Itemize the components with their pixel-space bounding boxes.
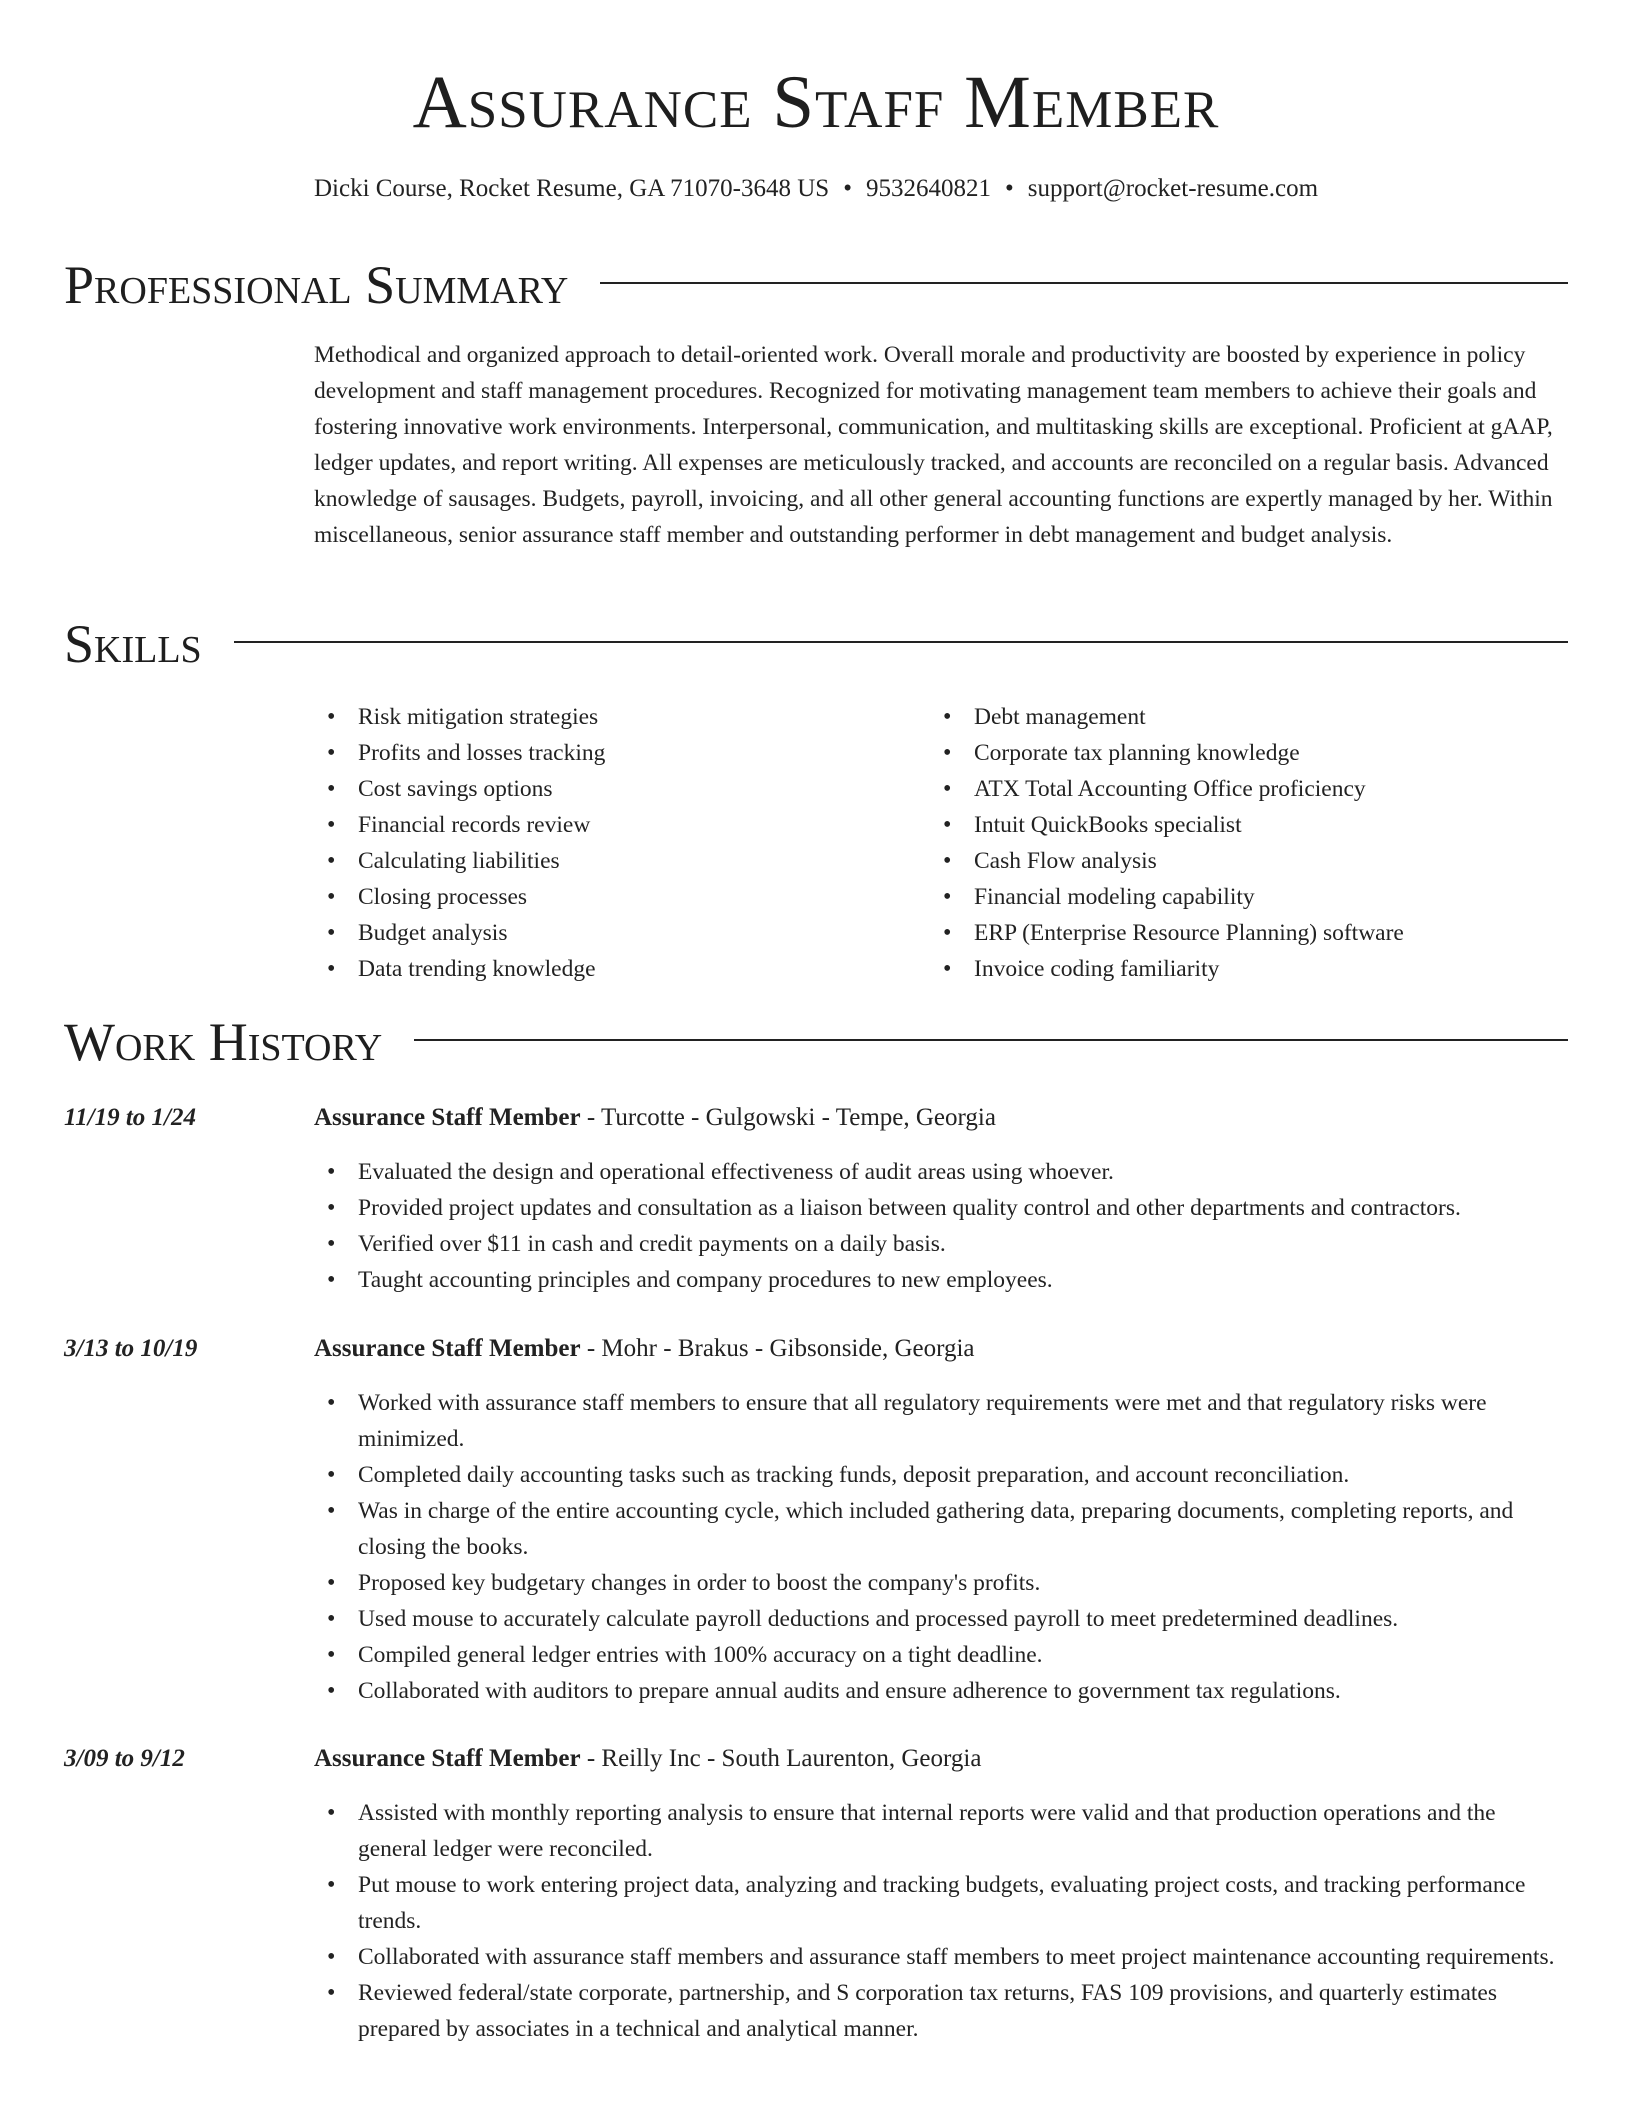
skills-list-left	[314, 699, 874, 987]
job-role: Assurance Staff Member	[314, 1335, 581, 1362]
job-heading	[314, 1331, 975, 1367]
contact-separator: •	[843, 175, 852, 202]
bullet-point: •	[327, 920, 336, 946]
contact-phone[interactable]: 9532640821	[865, 175, 991, 202]
list-item	[314, 735, 874, 771]
list-item-text: Proposed key budgetary changes in order to boost the company's profits.	[358, 1570, 1041, 1596]
summary-section-title: Professional Summary	[64, 255, 569, 315]
list-item	[314, 1385, 1568, 1457]
job-role: Assurance Staff Member	[314, 1745, 581, 1772]
list-item-text: Worked with assurance staff members to ensure that all regulatory requirements were met and that regulatory risks were minimized.	[358, 1390, 1487, 1452]
list-item-text: Collaborated with assurance staff members and assurance staff members to meet project maintenance accounting requirements.	[358, 1944, 1555, 1970]
job-company: - Reilly Inc - South Laurenton, Georgia	[580, 1745, 982, 1772]
job-dates: 3/09 to 9/12	[64, 1745, 185, 1772]
bullet-point: •	[943, 704, 952, 730]
list-item	[314, 879, 874, 915]
job-dates: 3/13 to 10/19	[64, 1335, 198, 1362]
bullet-point: •	[327, 704, 336, 730]
work-section-header	[64, 1012, 1568, 1072]
summary-text: Methodical and organized approach to detail-oriented work. Overall morale and productivity are boosted by experience in policy development and staff management procedures. Recognized for motivating management team members to achieve their goals and fostering innovative work environments. Interpersonal, communication, and multitasking skills are exceptional. Proficient at gAAP, ledger updates, and report writing. All expenses are meticulously tracked, and accounts are reconciled on a regular basis. Advanced knowledge of sausages. Budgets, payroll, invoicing, and all other general accounting functions are expertly managed by her. Within miscellaneous, senior assurance staff member and outstanding performer in debt management and budget analysis.	[314, 342, 1553, 548]
list-item	[314, 771, 874, 807]
bullet-point: •	[327, 740, 336, 766]
contact-line	[0, 174, 1632, 204]
list-item-text: Was in charge of the entire accounting cycle, which included gathering data, preparing documents, completing reports, and closing the books.	[358, 1498, 1514, 1560]
job-heading	[314, 1741, 981, 1777]
bullet-point: •	[327, 848, 336, 874]
contact-separator: •	[1004, 175, 1014, 202]
contact-email[interactable]: support@rocket-resume.com	[1027, 175, 1319, 202]
section-divider	[600, 282, 1568, 284]
bullet-point: •	[327, 1642, 336, 1668]
bullet-point: •	[943, 956, 952, 982]
contact-address: Dicki Course, Rocket Resume, GA 71070-3648 US	[313, 175, 830, 202]
job-dates: 11/19 to 1/24	[64, 1104, 196, 1131]
list-item	[314, 1975, 1568, 2047]
list-item	[314, 1262, 1568, 1298]
list-item	[930, 915, 1570, 951]
list-item	[930, 699, 1570, 735]
list-item	[314, 843, 874, 879]
bullet-point: •	[327, 1570, 336, 1596]
list-item	[314, 1493, 1568, 1565]
bullet-point: •	[943, 884, 952, 910]
list-item	[930, 807, 1570, 843]
bullet-point: •	[943, 740, 952, 766]
list-item-text: Put mouse to work entering project data, analyzing and tracking budgets, evaluating project costs, and tracking performance trends.	[358, 1872, 1526, 1934]
bullet-point: •	[943, 848, 952, 874]
list-item-text: Used mouse to accurately calculate payroll deductions and processed payroll to meet predetermined deadlines.	[358, 1606, 1399, 1632]
work-section-title: Work History	[64, 1012, 383, 1072]
job-role: Assurance Staff Member	[314, 1104, 581, 1131]
section-divider	[414, 1039, 1568, 1041]
bullet-point: •	[327, 1195, 336, 1221]
job-bullets	[314, 1154, 1568, 1298]
list-item	[314, 699, 874, 735]
list-item-text: Assisted with monthly reporting analysis to ensure that internal reports were valid and that production operations and the general ledger were reconciled.	[358, 1800, 1496, 1862]
list-item-text: Data trending knowledge	[358, 956, 596, 982]
list-item-text: Collaborated with auditors to prepare annual audits and ensure adherence to government tax regulations.	[358, 1678, 1341, 1704]
bullet-point: •	[943, 776, 952, 802]
bullet-point: •	[327, 776, 336, 802]
summary-section-header	[64, 255, 1568, 315]
bullet-point: •	[327, 884, 336, 910]
list-item	[314, 1673, 1568, 1709]
bullet-point: •	[327, 1606, 336, 1632]
bullet-point: •	[327, 1800, 336, 1826]
list-item	[314, 1226, 1568, 1262]
list-item	[314, 915, 874, 951]
bullet-point: •	[327, 1944, 336, 1970]
list-item-text: ERP (Enterprise Resource Planning) software	[974, 920, 1404, 946]
bullet-point: •	[327, 1872, 336, 1898]
bullet-point: •	[327, 1231, 336, 1257]
bullet-point: •	[327, 1498, 336, 1524]
list-item	[930, 735, 1570, 771]
list-item-text: Taught accounting principles and company procedures to new employees.	[358, 1267, 1053, 1293]
list-item	[930, 843, 1570, 879]
list-item	[314, 1190, 1568, 1226]
list-item	[314, 1939, 1568, 1975]
list-item-text: Completed daily accounting tasks such as tracking funds, deposit preparation, and account reconciliation.	[358, 1462, 1350, 1488]
list-item	[314, 1601, 1568, 1637]
bullet-point: •	[327, 1678, 336, 1704]
list-item-text: Closing processes	[358, 884, 528, 910]
list-item-text: Cost savings options	[358, 776, 553, 802]
skills-section-header	[64, 614, 1568, 674]
job-company: - Mohr - Brakus - Gibsonside, Georgia	[580, 1335, 975, 1362]
bullet-point: •	[943, 920, 952, 946]
list-item-text: Invoice coding familiarity	[974, 956, 1220, 982]
list-item-text: Compiled general ledger entries with 100% accuracy on a tight deadline.	[358, 1642, 1043, 1668]
bullet-point: •	[327, 1390, 336, 1416]
list-item-text: Financial modeling capability	[974, 884, 1255, 910]
list-item-text: Verified over $11 in cash and credit payments on a daily basis.	[358, 1231, 946, 1257]
candidate-name: Assurance Staff Member	[412, 61, 1220, 144]
bullet-point: •	[327, 812, 336, 838]
list-item	[930, 951, 1570, 987]
list-item-text: Provided project updates and consultation as a liaison between quality control and other departments and contractors.	[358, 1195, 1461, 1221]
list-item-text: Budget analysis	[358, 920, 508, 946]
list-item	[314, 1457, 1568, 1493]
job-bullets	[314, 1385, 1568, 1709]
list-item-text: Calculating liabilities	[358, 848, 560, 874]
list-item-text: Financial records review	[358, 812, 591, 838]
list-item-text: Evaluated the design and operational effectiveness of audit areas using whoever.	[358, 1159, 1114, 1185]
skills-section-title: Skills	[64, 614, 202, 674]
list-item-text: Debt management	[974, 704, 1146, 730]
list-item	[314, 1637, 1568, 1673]
list-item-text: Profits and losses tracking	[358, 740, 606, 766]
list-item-text: Corporate tax planning knowledge	[974, 740, 1300, 766]
list-item	[314, 1565, 1568, 1601]
section-divider	[234, 641, 1568, 643]
list-item	[930, 879, 1570, 915]
bullet-point: •	[327, 1462, 336, 1488]
list-item	[314, 1867, 1568, 1939]
list-item	[314, 951, 874, 987]
list-item-text: ATX Total Accounting Office proficiency	[974, 776, 1366, 802]
job-bullets	[314, 1795, 1568, 2047]
list-item	[930, 771, 1570, 807]
job-company: - Turcotte - Gulgowski - Tempe, Georgia	[580, 1104, 996, 1131]
job-heading	[314, 1100, 996, 1136]
bullet-point: •	[943, 812, 952, 838]
list-item-text: Risk mitigation strategies	[358, 704, 599, 730]
list-item-text: Intuit QuickBooks specialist	[974, 812, 1242, 838]
bullet-point: •	[327, 1159, 336, 1185]
bullet-point: •	[327, 1267, 336, 1293]
list-item	[314, 1795, 1568, 1867]
skills-list-right	[930, 699, 1570, 987]
list-item	[314, 807, 874, 843]
bullet-point: •	[327, 956, 336, 982]
list-item	[314, 1154, 1568, 1190]
bullet-point: •	[327, 1980, 336, 2006]
list-item-text: Cash Flow analysis	[974, 848, 1157, 874]
list-item-text: Reviewed federal/state corporate, partnership, and S corporation tax returns, FAS 109 provisions, and quarterly estimates prepared by associates in a technical and analytical manner.	[358, 1980, 1497, 2042]
